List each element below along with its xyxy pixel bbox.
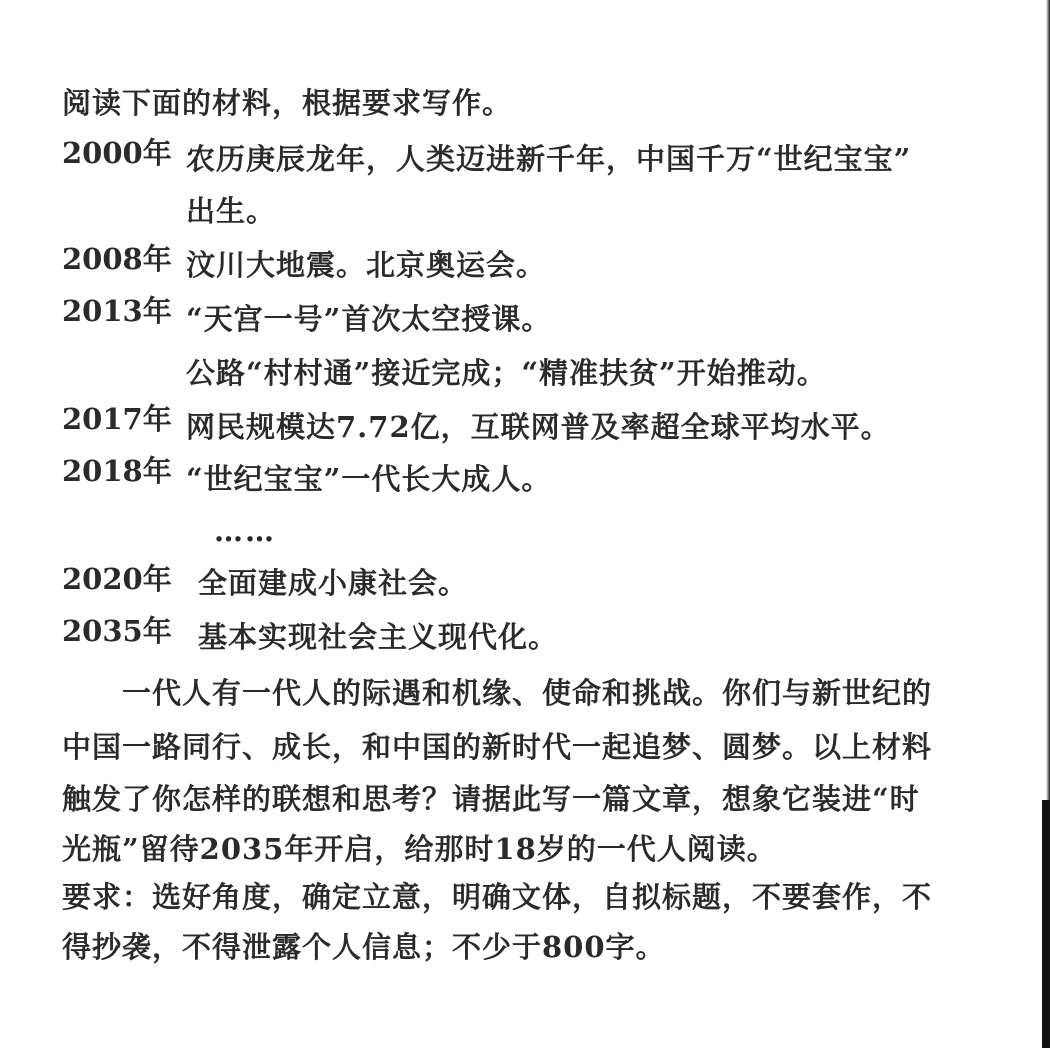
timeline-year: 2008年 (62, 242, 172, 276)
timeline-text: 网民规模达7.72亿，互联网普及率超全球平均水平。 (186, 410, 891, 444)
prompt-paragraph-line: 一代人有一代人的际遇和机缘、使命和挑战。你们与新世纪的 (122, 676, 933, 710)
timeline-year: 2013年 (62, 294, 172, 328)
timeline-year: 2035年 (62, 614, 172, 648)
timeline-year: 2018年 (62, 454, 172, 488)
timeline-text: “世纪宝宝”一代长大成人。 (186, 462, 552, 496)
prompt-paragraph-line: 触发了你怎样的联想和思考？请据此写一篇文章，想象它装进“时 (62, 782, 920, 816)
requirements-line: 得抄袭，不得泄露个人信息；不少于800字。 (62, 930, 666, 964)
timeline-text: 农历庚辰龙年，人类迈进新千年，中国千万“世纪宝宝” (186, 142, 912, 176)
timeline-text: “天宫一号”首次太空授课。 (186, 302, 552, 336)
timeline-text: 全面建成小康社会。 (198, 566, 469, 600)
requirements-line: 要求：选好角度，确定立意，明确文体，自拟标题，不要套作，不 (62, 880, 933, 914)
timeline-ellipsis: …… (214, 514, 276, 548)
scan-edge-dark (1042, 800, 1050, 1048)
timeline-year: 2000年 (62, 136, 172, 170)
timeline-text: 出生。 (186, 194, 277, 228)
prompt-paragraph-line: 光瓶”留待2035年开启，给那时18岁的一代人阅读。 (62, 832, 777, 866)
timeline-text: 公路“村村通”接近完成；“精准扶贫”开始推动。 (186, 356, 827, 390)
intro-text: 阅读下面的材料，根据要求写作。 (62, 86, 513, 120)
timeline-text: 基本实现社会主义现代化。 (198, 620, 559, 654)
prompt-paragraph-line: 中国一路同行、成长，和中国的新时代一起追梦、圆梦。以上材料 (62, 730, 933, 764)
timeline-text: 汶川大地震。北京奥运会。 (186, 248, 547, 282)
timeline-year: 2017年 (62, 402, 172, 436)
timeline-year: 2020年 (62, 562, 172, 596)
